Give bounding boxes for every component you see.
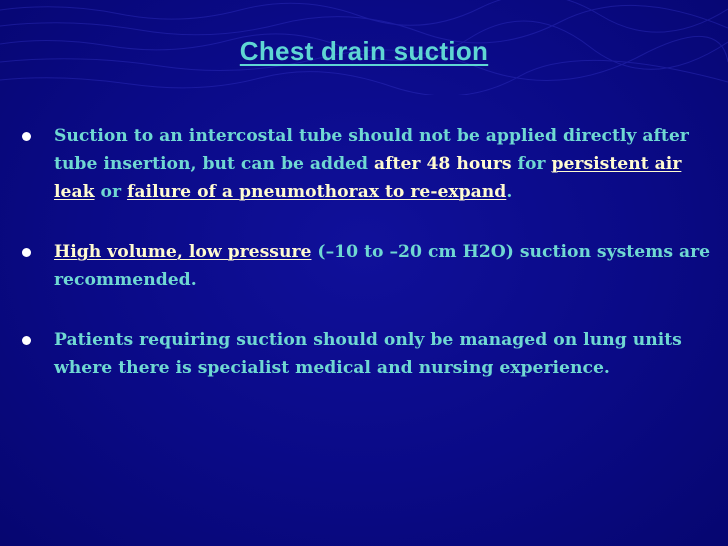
bullet-text-segment: Patients requiring suction should only be managed on lung units where there is specialist medical and nursing experience. <box>54 330 682 378</box>
bullet-dot-icon <box>22 132 31 141</box>
bullet-list <box>18 122 718 414</box>
bullet-highlight-segment: High volume, low pressure <box>54 242 312 262</box>
bullet-text <box>54 330 682 378</box>
bullet-text-segment: for <box>511 154 552 174</box>
bullet-text-segment: Suction to an intercostal tube should not be applied directly after tube insertion, but can be added <box>54 126 689 174</box>
bullet-dot-icon <box>22 248 31 257</box>
bullet-item <box>18 238 718 294</box>
slide-title: Chest drain suction <box>239 36 489 66</box>
bullet-item <box>18 326 718 382</box>
bullet-highlight-segment: failure of a pneumothorax to re-expand <box>127 182 507 202</box>
bullet-item <box>18 122 718 206</box>
bullet-text-segment: or <box>94 182 128 202</box>
bullet-highlight-segment: after 48 hours <box>374 154 512 174</box>
bullet-text <box>54 242 710 290</box>
bullet-highlight-segment: persistent air leak <box>54 154 682 202</box>
bullet-text <box>54 126 689 202</box>
bullet-text-segment: (–10 to –20 cm H2O) suction systems are recommended. <box>54 242 711 290</box>
bullet-text-segment: . <box>506 182 513 202</box>
bullet-dot-icon <box>22 336 31 345</box>
